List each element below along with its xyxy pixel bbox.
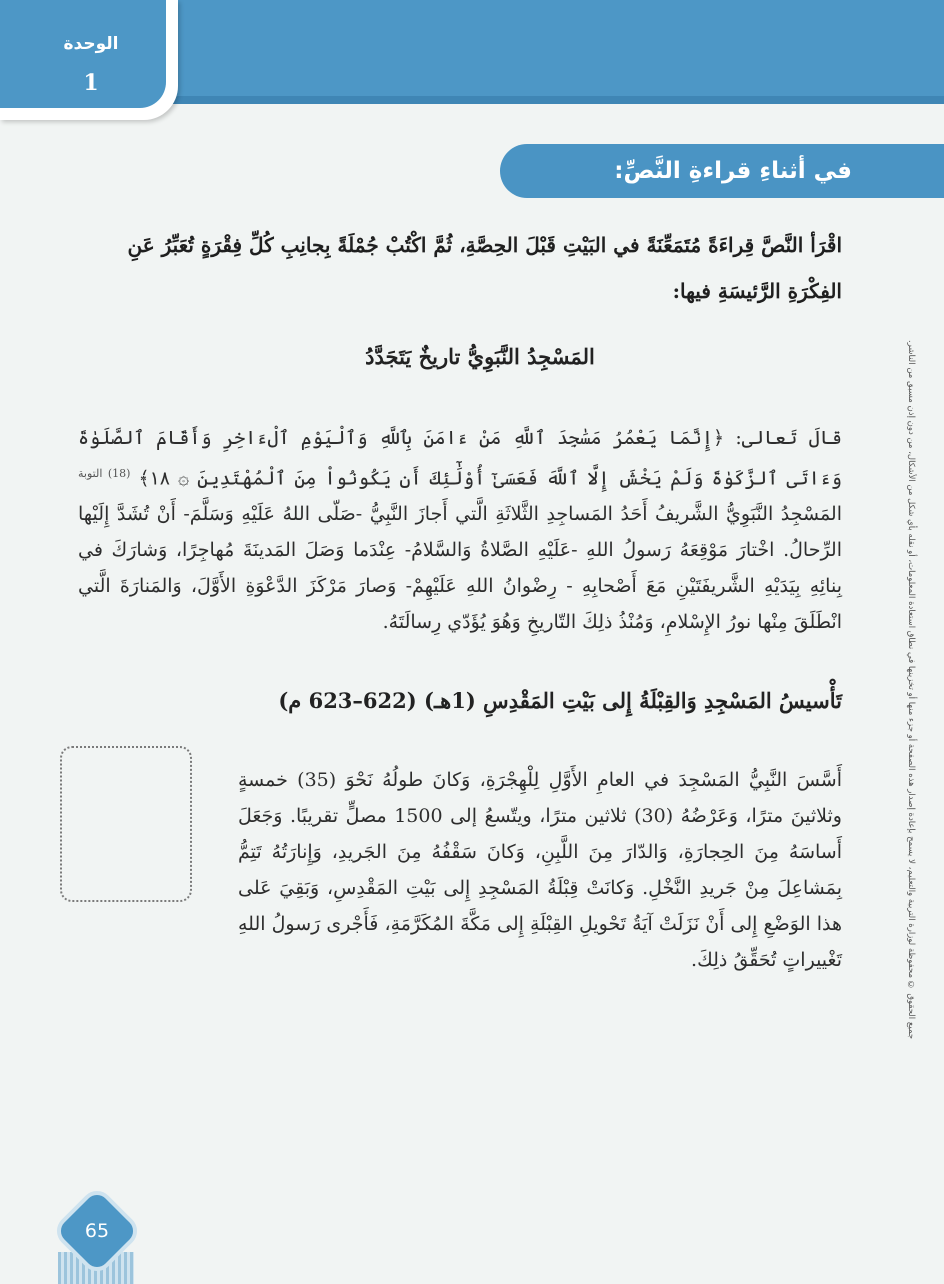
answer-box[interactable] [60, 746, 192, 902]
copyright-note: جميع الحقوق © محفوظة لوزارة التربية والتعليم، لا يسمح بإعادة إصدار هذه الصفحة أو جزء منها أو تخزينها في نطاق استعادة المعلومات، أو نقله بأي شكل من الأشكال، من دون إذن مسبق من الناشر. [906, 340, 916, 1040]
verse-reference: (18) التوبة [78, 467, 131, 480]
page-number: 65 [84, 1220, 110, 1242]
unit-label: الوحدة [63, 34, 119, 54]
paragraph-2: أَسَّسَ النَّبِيُّ المَسْجِدَ في العامِ الأَوَّلِ لِلْهِجْرَةِ، وَكانَ طولُهُ نَحْوَ (35) خمسةٍ وثلاثينَ مترًا، وَعَرْضُهُ (30) ثلاثين مترًا، ويتّسعُ إلى 1500 مصلٍّ تقريبًا. وَجَعَلَ أَساسَهُ مِنَ الحِجارَةِ، وَالدّارَ مِنَ اللَّبِنِ، وَكانَ سَقْفُهُ مِنَ الجَريدِ، وَإِنارَتُهُ تَتِمُّ بِمَشاعِلَ مِنْ جَريدِ النَّخْلِ. وَكانَتْ قِبْلَةُ المَسْجِدِ إِلى بَيْتِ المَقْدِسِ، وَبَقِيَ عَلى هذا الوَضْعِ إِلى أَنْ نَزَلَتْ آيَةُ تَحْويلِ القِبْلَةِ إِلى مَكَّةَ المُكَرَّمَةِ، فَأَجْرى رَسولُ اللهِ تَغْييراتٍ تُحَقِّقُ ذلِكَ. [238, 769, 842, 971]
article-title: المَسْجِدُ النَّبَوِيُّ تاريخٌ يَتَجَدَّدُ [365, 344, 595, 369]
section-subheading: تَأْسيسُ المَسْجِدِ وَالقِبْلَةُ إِلى بَيْتِ المَقْدِسِ (1هـ) (622–623 م) [278, 688, 842, 713]
quran-verse: قالَ تَعالى: ﴿إِنَّمَا يَعْمُرُ مَسَٰجِدَ ٱللَّهِ مَنْ ءَامَنَ بِٱللَّهِ وَٱلْيَوْمِ ٱلْءَاخِرِ وَأَقَامَ ٱلصَّلَوٰةَ وَءَاتَى ٱلزَّكَوٰةَ وَلَمْ يَخْشَ إِلَّا ٱللَّهَ فَعَسَىٰٓ أُوْلَٰٓئِكَ أَن يَكُونُواْ مِنَ ٱلْمُهْتَدِينَ ۞ ١٨﴾ [78, 427, 842, 490]
paragraph-1-body: المَسْجِدُ النَّبَوِيُّ الشَّريفُ أَحَدُ المَساجِدِ الثَّلاثَةِ الَّتي أَجازَ النَّبِيُّ -صَلّى اللهُ عَلَيْهِ وَسَلَّمَ- أَنْ تُشَدَّ إِلَيْها الرِّحالُ. اخْتارَ مَوْقِعَهُ رَسولُ اللهِ -عَلَيْهِ الصَّلاةُ وَالسَّلامُ- عِنْدَما وَصَلَ المَدينَةَ مُهاجِرًا، وَشارَكَ في بِنائِهِ بِيَدَيْهِ الشَّريفَتَيْنِ مَعَ أَصْحابِهِ - رِضْوانُ اللهِ عَلَيْهِمْ- وَصارَ مَرْكَزَ الدَّعْوَةِ الأَوَّلَ، وَالمَنارَةَ الَّتي انْطَلَقَ مِنْها نورُ الإِسْلامِ، وَمُنْذُ ذلِكَ التّاريخِ وَهُوَ يُؤَدّي رِسالَتَهُ. [78, 503, 842, 634]
unit-number: 1 [83, 70, 99, 96]
unit-tab-inner [0, 0, 166, 108]
section-title: في أثناءِ قراءةِ النَّصِّ: [500, 144, 944, 198]
instruction-text: اقْرَأ النَّصَّ قِراءَةً مُتَمَعِّنَةً في البَيْتِ قَبْلَ الحِصَّةِ، ثُمَّ اكْتُبْ جُمْلَةً بِجانِبِ كُلِّ فِقْرَةٍ تُعَبِّرُ عَنِ الفِكْرَةِ الرَّئيسَةِ فيها: [127, 233, 842, 303]
unit-tab [0, 0, 178, 120]
paragraph-1 [78, 420, 842, 640]
